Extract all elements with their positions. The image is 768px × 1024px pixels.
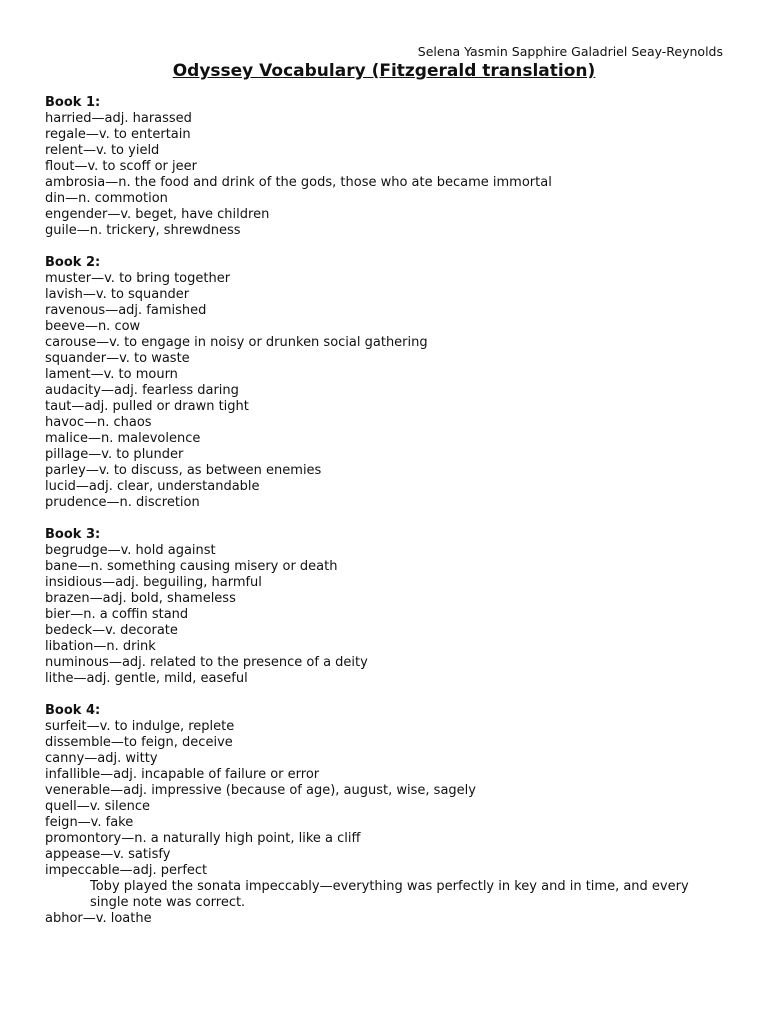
vocab-entry: pillage—v. to plunder: [45, 447, 184, 462]
vocab-entry: venerable—adj. impressive (because of age), august, wise, sagely: [45, 783, 476, 798]
book-heading: Book 4:: [45, 703, 101, 718]
vocab-entry: lucid—adj. clear, understandable: [45, 479, 260, 494]
author-name: Selena Yasmin Sapphire Galadriel Seay-Reynolds: [417, 44, 723, 59]
book-1-section: [45, 95, 735, 239]
book-4-section: [45, 703, 735, 927]
vocab-entry: regale—v. to entertain: [45, 127, 191, 142]
vocab-entry: muster—v. to bring together: [45, 271, 231, 286]
vocabulary-content: [45, 95, 735, 943]
vocab-entry: flout—v. to scoff or jeer: [45, 159, 197, 174]
vocab-entry: lament—v. to mourn: [45, 367, 178, 382]
book-heading: Book 3:: [45, 527, 101, 542]
vocab-entry: beeve—n. cow: [45, 319, 141, 334]
page-title: Odyssey Vocabulary (Fitzgerald translation): [172, 61, 596, 81]
vocab-entry: bedeck—v. decorate: [45, 623, 178, 638]
vocab-entry: appease—v. satisfy: [45, 847, 171, 862]
vocab-entry: relent—v. to yield: [45, 143, 160, 158]
vocab-entry: ambrosia—n. the food and drink of the gods, those who ate became immortal: [45, 175, 552, 190]
vocab-entry: parley—v. to discuss, as between enemies: [45, 463, 322, 478]
vocab-entry: abhor—v. loathe: [45, 911, 152, 926]
vocab-entry: engender—v. beget, have children: [45, 207, 270, 222]
vocab-entry: guile—n. trickery, shrewdness: [45, 223, 241, 238]
vocab-entry: brazen—adj. bold, shameless: [45, 591, 236, 606]
vocab-entry: libation—n. drink: [45, 639, 156, 654]
vocab-entry: prudence—n. discretion: [45, 495, 200, 510]
vocab-entry: din—n. commotion: [45, 191, 168, 206]
vocab-entry: promontory—n. a naturally high point, like a cliff: [45, 831, 361, 846]
vocab-entry: canny—adj. witty: [45, 751, 158, 766]
vocab-entry: numinous—adj. related to the presence of a deity: [45, 655, 368, 670]
vocab-entry: audacity—adj. fearless daring: [45, 383, 239, 398]
vocab-entry: bane—n. something causing misery or death: [45, 559, 338, 574]
vocab-entry: surfeit—v. to indulge, replete: [45, 719, 235, 734]
vocab-entry: begrudge—v. hold against: [45, 543, 216, 558]
book-heading: Book 2:: [45, 255, 101, 270]
vocab-entry: bier—n. a coffin stand: [45, 607, 189, 622]
vocab-entry: quell—v. silence: [45, 799, 151, 814]
vocab-entry: lithe—adj. gentle, mild, easeful: [45, 671, 248, 686]
vocab-entry: feign—v. fake: [45, 815, 134, 830]
vocab-entry: impeccable—adj. perfect: [45, 863, 208, 878]
book-heading: Book 1:: [45, 95, 101, 110]
vocab-entry: malice—n. malevolence: [45, 431, 201, 446]
vocab-entry: ravenous—adj. famished: [45, 303, 207, 318]
vocab-entry: infallible—adj. incapable of failure or error: [45, 767, 320, 782]
vocab-entry: squander—v. to waste: [45, 351, 190, 366]
book-3-section: [45, 527, 735, 687]
vocab-entry: lavish—v. to squander: [45, 287, 190, 302]
vocab-entry: harried—adj. harassed: [45, 111, 192, 126]
vocab-entry: carouse—v. to engage in noisy or drunken social gathering: [45, 335, 428, 350]
vocab-entry: havoc—n. chaos: [45, 415, 152, 430]
book-2-section: [45, 255, 735, 511]
example-sentence: Toby played the sonata impeccably—everything was perfectly in key and in time, and every single note was correct.: [90, 879, 689, 910]
vocab-entry: insidious—adj. beguiling, harmful: [45, 575, 262, 590]
vocab-entry: dissemble—to feign, deceive: [45, 735, 233, 750]
vocab-entry: taut—adj. pulled or drawn tight: [45, 399, 249, 414]
